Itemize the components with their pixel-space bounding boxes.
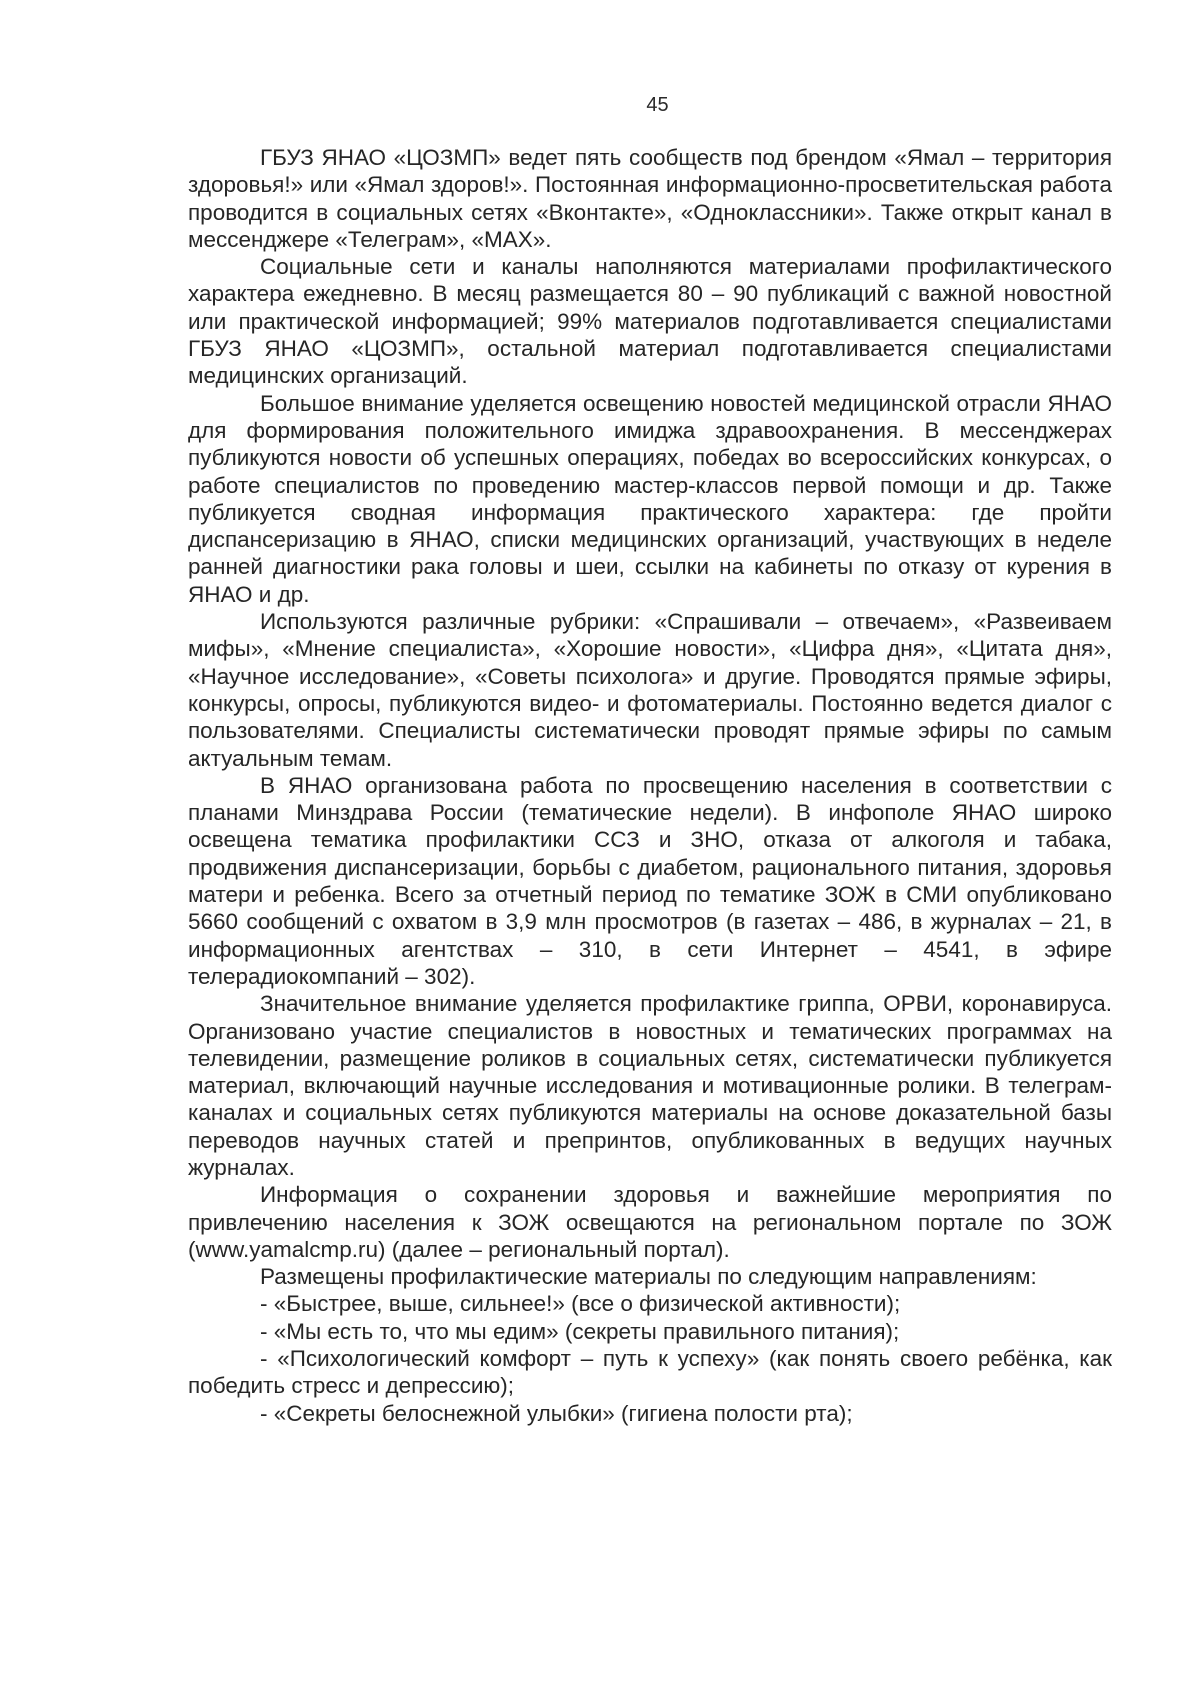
paragraph-regional-portal: Информация о сохранении здоровья и важнейшие мероприятия по привлечению населения к ЗОЖ освещаются на региональном портале по ЗОЖ (www.yamalcmp.ru) (далее – региональный портал). [188, 1182, 1112, 1262]
document-body [188, 144, 1112, 1427]
list-item: - «Мы есть то, что мы едим» (секреты правильного питания); [260, 1318, 900, 1344]
paragraph-social-communities: ГБУЗ ЯНАО «ЦОЗМП» ведет пять сообществ под брендом «Ямал – территория здоровья!» или «Ямал здоров!». Постоянная информационно-просветительская работа проводится в социальных сетях «Вконтакте», «Одноклассники». Также открыт канал в мессенджере «Телеграм», «MAX». [188, 145, 1112, 252]
list-item: - «Психологический комфорт – путь к успеху» (как понять своего ребёнка, как победить стресс и депрессию); [188, 1346, 1112, 1399]
paragraph-directions-intro: Размещены профилактические материалы по следующим направлениям: [260, 1264, 1037, 1290]
paragraph-flu-prevention: Значительное внимание уделяется профилактике гриппа, ОРВИ, коронавируса. Организовано участие специалистов в новостных и тематических программах на телевидении, размещение роликов в социальных сетях, систематически публикуется материал, включающий научные исследования и мотивационные ролики. В телеграм-каналах и социальных сетях публикуются материалы на основе доказательной базы переводов научных статей и препринтов, опубликованных в ведущих научных журналах. [188, 991, 1112, 1180]
list-item: - «Быстрее, выше, сильнее!» (все о физической активности); [260, 1291, 901, 1317]
list-item: - «Секреты белоснежной улыбки» (гигиена полости рта); [260, 1400, 853, 1426]
paragraph-medical-news: Большое внимание уделяется освещению новостей медицинской отрасли ЯНАО для формирования положительного имиджа здравоохранения. В мессенджерах публикуются новости об успешных операциях, победах во всероссийских конкурсах, о работе специалистов по проведению мастер-классов первой помощи и др. Также публикуется сводная информация практического характера: где пройти диспансеризацию в ЯНАО, списки медицинских организаций, участвующих в неделе ранней диагностики рака головы и шеи, ссылки на кабинеты по отказу от курения в ЯНАО и др. [188, 390, 1112, 607]
page-number: 45 [646, 94, 669, 116]
paragraph-rubrics: Используются различные рубрики: «Спрашивали – отвечаем», «Развеиваем мифы», «Мнение специалиста», «Хорошие новости», «Цифра дня», «Цитата дня», «Научное исследование», «Советы психолога» и другие. Проводятся прямые эфиры, конкурсы, опросы, публикуются видео- и фотоматериалы. Постоянно ведется диалог с пользователями. Специалисты систематически проводят прямые эфиры по самым актуальным темам. [188, 609, 1112, 771]
directions-list [188, 1290, 1112, 1426]
paragraph-thematic-weeks: В ЯНАО организована работа по просвещению населения в соответствии с планами Минздрава России (тематические недели). В инфополе ЯНАО широко освещена тематика профилактики ССЗ и ЗНО, отказа от алкоголя и табака, продвижения диспансеризации, борьбы с диабетом, рационального питания, здоровья матери и ребенка. Всего за отчетный период по тематике ЗОЖ в СМИ опубликовано 5660 сообщений с охватом в 3,9 млн просмотров (в газетах – 486, в журналах – 21, в информационных агентствах – 310, в сети Интернет – 4541, в эфире телерадиокомпаний – 302). [188, 772, 1112, 989]
paragraph-daily-content: Социальные сети и каналы наполняются материалами профилактического характера ежедневно. В месяц размещается 80 – 90 публикаций с важной новостной или практической информацией; 99% материалов подготавливается специалистами ГБУЗ ЯНАО «ЦОЗМП», остальной материал подготавливается специалистами медицинских организаций. [188, 254, 1112, 389]
